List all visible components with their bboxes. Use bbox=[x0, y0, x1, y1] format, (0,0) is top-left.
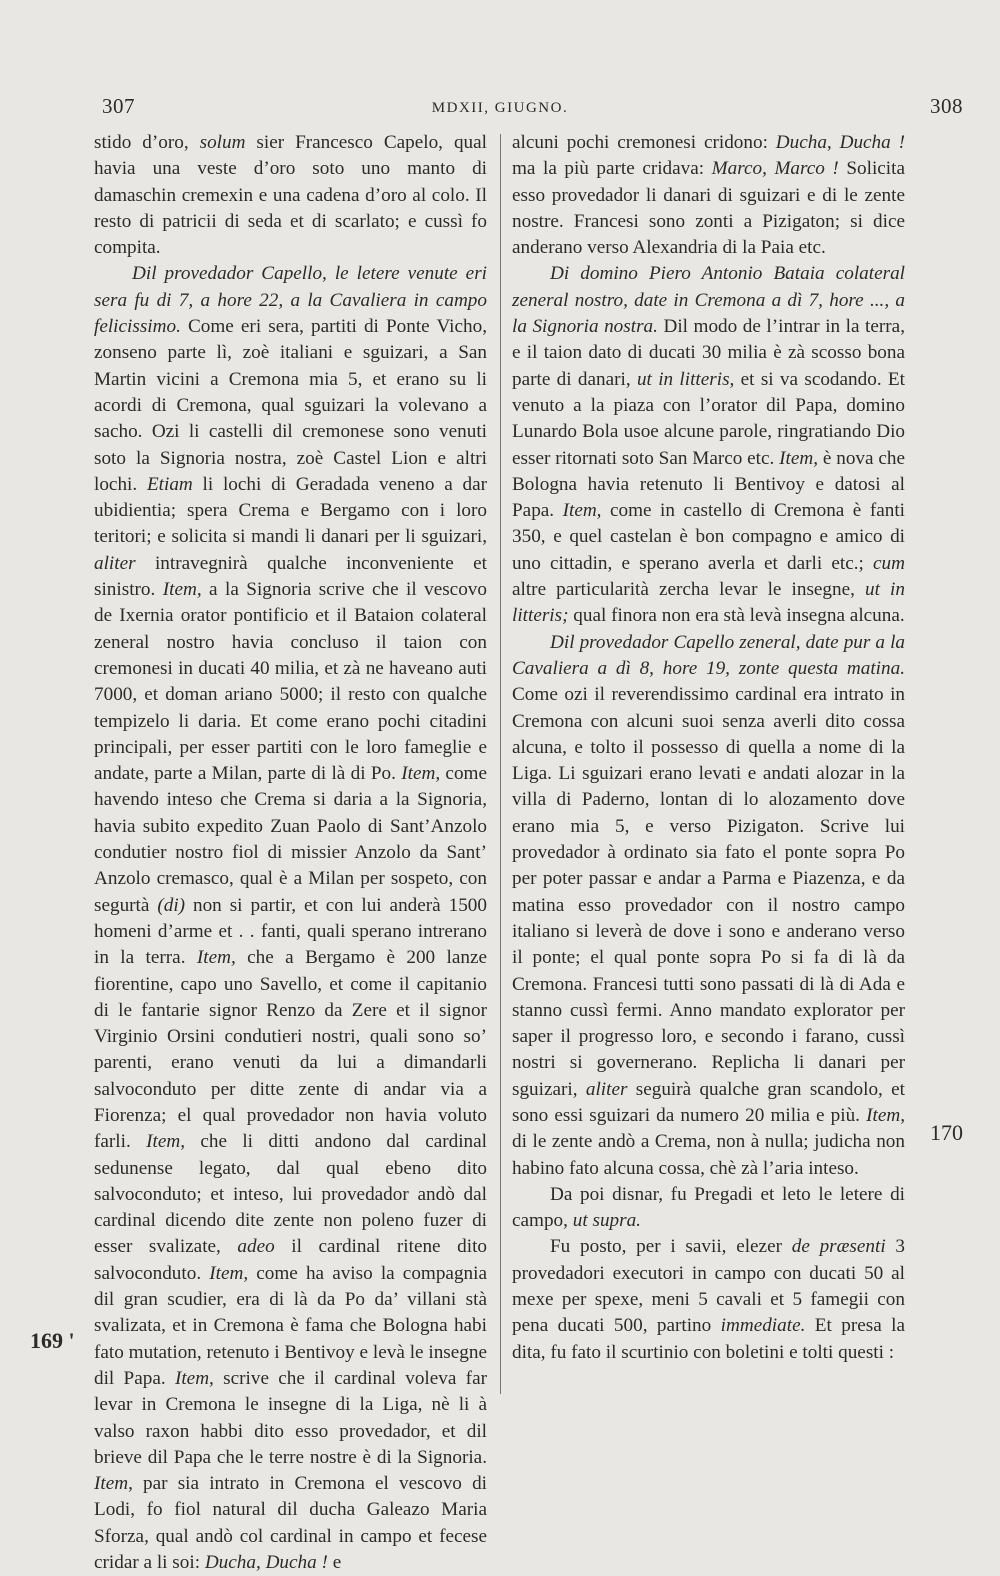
text-run: come ha aviso la compagnia dil gran scudier, era di là da Po da’ villani stà svalizata, et in Cremona è fama che Bologna habi fato mutation, retenuto i Bentivoy e levà le insegne dil Papa. bbox=[94, 1262, 487, 1389]
text-run: come in castello di Cremona è fanti 350, e quel castelan è bon compagno e amico di uno cittadin, e sperano averla et darli etc.; bbox=[512, 500, 905, 574]
paragraph bbox=[512, 1182, 905, 1235]
italic-run: ut in litteris; bbox=[512, 579, 905, 627]
text-run: seguirà qualche gran scandolo, et sono essi sguizari da numero 20 milia e più. bbox=[512, 1078, 905, 1126]
paragraph bbox=[94, 261, 487, 1576]
text-run: scrive che il cardinal voleva far levar in Cremona le insegne di la Liga, nè li à valso raxon habbi dito esso provedador, et dil brieve dil Papa che le terre nostre è di la Signoria. bbox=[94, 1367, 487, 1468]
text-run: ma la più parte cridava: bbox=[512, 158, 712, 180]
text-run: 3 provedadori executori in campo con ducati 50 al mexe per spexe, meni 5 cavali et 5 famegii con pena ducati 500, partino bbox=[512, 1236, 906, 1337]
text-run: Solicita esso provedador li danari di sguizari e di le zente nostre. Francesi sono zonti a Pizigaton; si dice anderano verso Alexandria di la Paia etc. bbox=[512, 158, 905, 259]
italic-run: Item, bbox=[209, 1262, 249, 1284]
column-divider bbox=[500, 134, 501, 1394]
text-run: Dil modo de l’intrar in la terra, e il taion dato di ducati 30 milia è zà scosso bona parte di danari, bbox=[512, 316, 905, 390]
left-column bbox=[94, 130, 487, 1576]
italic-run: Dil provedador Capello, le letere venute eri sera fu di 7, a hore 22, a la Cavaliera in campo felicissimo. bbox=[94, 263, 487, 338]
text-run: Fu posto, per i savii, elezer bbox=[550, 1236, 792, 1258]
italic-run: aliter bbox=[585, 1078, 628, 1100]
italic-run: cum bbox=[873, 552, 905, 574]
text-run: et si va scodando. Et venuto a la piaza con l’orator dil Papa, domino Lunardo Bola usoe alcune parole, ringratiando Dio esser ritornati soto San Marco etc. bbox=[512, 368, 905, 469]
text-run: Come eri sera, partiti di Ponte Vicho, zonseno parte lì, zoè italiani e sguizari, a San Martin vicini a Cremona mia 5, et erano su li acordi di Cremona, qual sguizari la volevano a sacho. Ozi li castelli dil cremonese sono venuti soto la Signoria nostra, zoè Castel Lion e altri lochi. bbox=[94, 316, 487, 495]
page-number-left: 307 bbox=[102, 94, 135, 118]
italic-run: Item, bbox=[866, 1104, 905, 1126]
text-run: di le zente andò a Crema, non à nulla; judicha non habino fato alcuna cossa, chè zà l’aria inteso. bbox=[512, 1131, 905, 1179]
italic-run: Item, bbox=[196, 947, 236, 969]
paragraph bbox=[512, 130, 905, 261]
text-run: che li ditti andono dal cardinal sedunense legato, dal qual ebeno dito salvoconduto; et inteso, lui provedador andò dal cardinal dicendo dite zente non poleno fuzer di esser svalizate, bbox=[94, 1131, 487, 1258]
text-run: intravegnirà qualche inconveniente et sinistro. bbox=[94, 552, 487, 601]
italic-run: Ducha, Ducha ! bbox=[775, 132, 905, 153]
italic-run: Item, bbox=[146, 1131, 185, 1153]
italic-run: Etiam bbox=[146, 473, 193, 495]
italic-run: (di) bbox=[157, 894, 186, 916]
text-run: che a Bergamo è 200 lanze fiorentine, capo uno Savello, et come il capitanio di le fantarie signor Renzo da Zere et il signor Virginio Orsini condutieri nostri, quali sono so’ parenti, erano venuti da lui a dimandarli salvoconduto per ditte zente di andar via a Fiorenza; el qual provedador non havia voluto farli. bbox=[94, 947, 487, 1153]
paragraph bbox=[94, 130, 487, 261]
italic-run: aliter bbox=[94, 552, 136, 574]
italic-run: solum bbox=[199, 132, 246, 153]
text-run: il cardinal ritene dito salvoconduto. bbox=[94, 1236, 487, 1284]
text-run: par sia intrato in Cremona el vescovo di Lodi, fo fiol natural dil ducha Galeazo Maria Sforza, qual andò col cardinal in campo et fecese cridar a li soi: bbox=[94, 1473, 487, 1574]
paragraph bbox=[512, 1234, 905, 1365]
italic-run: immediate. bbox=[720, 1315, 806, 1337]
italic-run: Item, bbox=[174, 1367, 214, 1389]
text-run: Da poi disnar, fu Pregadi et leto le letere di campo, bbox=[512, 1183, 905, 1232]
text-run: e bbox=[327, 1552, 342, 1574]
italic-run: Ducha, Ducha ! bbox=[204, 1552, 328, 1574]
text-run: altre particularità zercha levar le insegne, bbox=[512, 579, 866, 601]
paragraph bbox=[512, 261, 905, 629]
italic-run: Dil provedador Capello zeneral, date pur a la Cavaliera a dì 8, hore 19, zonte questa matina. bbox=[512, 631, 905, 679]
running-title: MDXII, GIUGNO. bbox=[431, 100, 569, 116]
text-run: li lochi di Geradada veneno a dar ubidientia; spera Crema e Bergamo con i loro teritori; e solicita si mandi li danari per li sguizari, bbox=[94, 473, 488, 548]
text-run: è nova che Bologna havia retenuto li Bentivoy e datosi al Papa. bbox=[512, 447, 905, 522]
italic-run: Di domino Piero Antonio Bataia colateral zeneral nostro, date in Cremona a dì 7, hore ..., a la Signoria nostra. bbox=[512, 263, 905, 338]
italic-run: Item, bbox=[162, 579, 202, 601]
italic-run: Item, bbox=[779, 447, 819, 469]
italic-run: ut in litteris, bbox=[636, 368, 735, 390]
margin-note-left: 169 ' bbox=[30, 1328, 75, 1353]
text-run: sier Francesco Capelo, qual havia una veste d’oro soto uno manto di damaschin cremexin e una cadena d’oro al colo. Il resto di patricii di seda et di scarlato; e cussì fo compita. bbox=[94, 132, 487, 259]
italic-run: ut supra. bbox=[572, 1210, 641, 1232]
text-run: stido d’oro, bbox=[94, 132, 200, 153]
text-run: come havendo inteso che Crema si daria a la Signoria, havia subito expedito Zuan Paolo di Sant’Anzolo condutier nostro fiol di missier Anzolo da Sant’ Anzolo cremasco, qual è a Milan per sospeto, con segurtà bbox=[94, 763, 487, 916]
text-run: alcuni pochi cremonesi cridono: bbox=[512, 132, 776, 153]
text-run: non si partir, et con lui anderà 1500 homeni d’arme et . . fanti, quali sperano intrerano in la terra. bbox=[94, 894, 487, 969]
italic-run: Item, bbox=[94, 1473, 133, 1495]
italic-run: Item, bbox=[401, 763, 441, 785]
paragraph bbox=[512, 630, 905, 1182]
page-number-right: 308 bbox=[930, 94, 963, 118]
text-run: Et presa la dita, fu fato il scurtinio con boletini e tolti questi : bbox=[512, 1315, 905, 1363]
right-column bbox=[512, 130, 905, 1366]
italic-run: Marco, Marco ! bbox=[711, 158, 839, 180]
text-run: qual finora non era stà levà insegna alcuna. bbox=[568, 605, 905, 627]
italic-run: adeo bbox=[237, 1236, 275, 1258]
margin-note-right: 170 bbox=[930, 1120, 963, 1145]
italic-run: Item, bbox=[562, 500, 602, 522]
text-run: Come ozi il reverendissimo cardinal era intrato in Cremona con alcuni suoi senza averli dito cossa alcuna, e tolto il possesso di quella a nome di la Liga. Li sguizari erano levati e andati alozar in la villa di Paderno, lontan di lo alozamento dove erano mia 5, e verso Pizigaton. Scrive lui provedador à ordinato sia fato el ponte sopra Po per poter passar e andar a Parma e Piazenza, e da matina esso provedador con il nostro campo italiano si leverà de dove i sono e anderano verso il ponte; el qual ponte sopra Po si fa di là da Cremona. Francesi tutti sono passati di là di Ada e stanno cussì fermi. Anno mandato explorator per saper il progresso loro, e secondo i farano, cussì nostri si governerano. Replicha li danari per sguizari, bbox=[512, 684, 905, 1100]
text-run: a la Signoria scrive che il vescovo de Ixernia orator pontificio et il Bataion colateral zeneral nostro havia concluso il taion con cremonesi in ducati 40 milia, et zà ne haveano auti 7000, et doman ariano 5000; il resto con qualche tempizelo li daria. Et come erano pochi citadini principali, per esser partiti con le loro fameglie e andate, parte a Milan, parte di là di Po. bbox=[94, 579, 487, 785]
italic-run: de præsenti bbox=[791, 1236, 886, 1258]
